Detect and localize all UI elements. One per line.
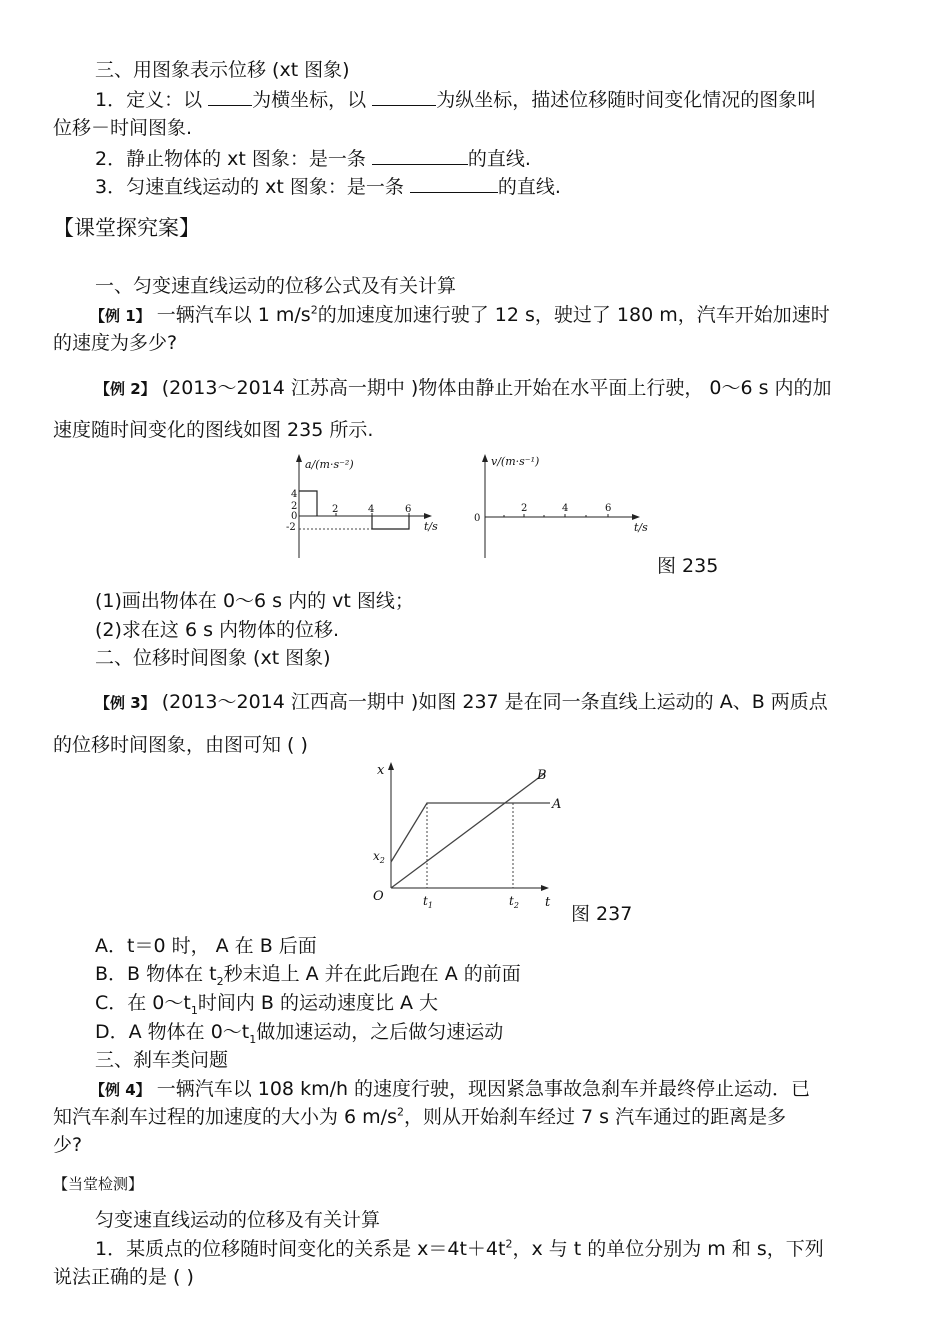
option-a: A．t＝0 时， A 在 B 后面	[95, 935, 317, 957]
v-tick-0: 0	[474, 513, 481, 524]
example-2-line1	[95, 376, 832, 401]
a-tick-2: 2	[291, 501, 298, 512]
line-b-label: B	[537, 768, 547, 783]
item-3-text-b: 的直线.	[497, 176, 561, 198]
a-x-tick-2: 2	[332, 504, 339, 515]
line-a	[391, 803, 550, 862]
item-2-line	[95, 146, 531, 171]
check-subheading: 匀变速直线运动的位移及有关计算	[95, 1209, 381, 1231]
item-3-text-a: 3．匀速直线运动的 xt 图象：是一条	[95, 176, 410, 198]
a-x-tick-4: 4	[368, 504, 375, 515]
option-b-pre: B．B 物体在 t	[95, 963, 217, 985]
class-heading: 【课堂探究案】	[53, 216, 200, 240]
example-1-sup: 2	[310, 303, 318, 317]
t2-label	[509, 894, 519, 910]
x-axis-label: x	[377, 763, 385, 778]
part1-title: 一、匀变速直线运动的位移公式及有关计算	[95, 275, 457, 297]
velocity-graph	[474, 454, 648, 558]
figure-237-caption: 图 237	[571, 903, 633, 925]
question-1-line2: 说法正确的是 ( )	[53, 1266, 194, 1288]
example-3-line2: 的位移时间图象，由图可知 ( )	[53, 734, 308, 756]
blank-field	[372, 146, 468, 165]
example-4-line3: 少?	[53, 1134, 83, 1156]
part3-title: 三、刹车类问题	[95, 1049, 229, 1071]
example-2-label: 【例 2】	[95, 380, 156, 398]
question-1-text-b: ，x 与 t 的单位分别为 m 和 s，下列	[512, 1238, 824, 1260]
acceleration-graph	[286, 454, 438, 558]
definition-text-b: 为横坐标，以	[252, 89, 373, 111]
a-tick-4: 4	[291, 489, 298, 500]
question-1-text-a: 1．某质点的位移随时间变化的关系是 x＝4t＋4t	[95, 1238, 506, 1260]
line-a-label: A	[552, 797, 562, 812]
example-1-line1	[90, 303, 830, 328]
v-x-tick-6: 6	[605, 503, 612, 514]
a-tick-0: 0	[291, 511, 298, 522]
part2-title: 二、位移时间图象 (xt 图象)	[95, 647, 331, 669]
option-c-post: 时间内 B 的运动速度比 A 大	[197, 992, 439, 1014]
option-d-pre: D．A 物体在 0～t	[95, 1021, 250, 1043]
question-1-sup: 2	[505, 1237, 513, 1251]
example-2-question-2: (2)求在这 6 s 内物体的位移.	[95, 619, 340, 641]
item-2-text-b: 的直线.	[467, 148, 531, 170]
example-1-text-a: 一辆汽车以 1 m/s	[156, 304, 311, 326]
example-4-text-a: 一辆汽车以 108 km/h 的速度行驶，现因紧急事故急刹车并最终停止运动．已	[156, 1078, 811, 1100]
x2-subscript: 2	[379, 856, 385, 865]
a-t-axis-label: t/s	[424, 520, 438, 533]
option-d-sub: 1	[249, 1032, 257, 1046]
section-title-xt: 三、用图象表示位移 (xt 图象)	[95, 59, 350, 81]
example-1-text-b: 的加速度加速行驶了 12 s，驶过了 180 m，汽车开始加速时	[317, 304, 830, 326]
example-1-line2: 的速度为多少?	[53, 332, 178, 354]
example-1-label: 【例 1】	[90, 307, 151, 325]
x2-main: x	[373, 849, 380, 863]
item-2-text-a: 2．静止物体的 xt 图象：是一条	[95, 148, 372, 170]
definition-text-c: 为纵坐标，描述位移随时间变化情况的图象叫	[436, 89, 817, 111]
line-b	[391, 773, 545, 888]
v-t-axis-label: t/s	[634, 521, 648, 534]
example-3-text-a: (2013～2014 江西高一期中 )如图 237 是在同一条直线上运动的 A、B 两质点	[161, 691, 828, 713]
example-2-line2: 速度随时间变化的图线如图 235 所示.	[53, 419, 374, 441]
a-tick-neg2: -2	[286, 522, 296, 533]
a-axis-label: a/(m·s⁻²)	[305, 458, 354, 471]
option-b-sub: 2	[216, 974, 224, 988]
example-4-label: 【例 4】	[90, 1081, 151, 1099]
figure-235	[278, 450, 658, 562]
origin-label: O	[373, 889, 384, 904]
definition-continuation: 位移－时间图象.	[53, 117, 193, 139]
v-axis-label: v/(m·s⁻¹)	[491, 455, 540, 468]
t1-subscript: 1	[427, 901, 433, 910]
blank-field	[410, 174, 498, 193]
t2-main: t	[509, 894, 514, 908]
option-c	[95, 991, 438, 1015]
v-x-tick-2: 2	[521, 503, 528, 514]
definition-text-a: 1．定义：以	[95, 89, 209, 111]
option-c-sub: 1	[190, 1003, 198, 1017]
v-x-tick-4: 4	[562, 503, 569, 514]
question-1-line1	[95, 1237, 824, 1261]
t-axis-label: t	[545, 895, 551, 910]
example-3-line1	[95, 690, 828, 715]
a-x-tick-6: 6	[405, 504, 412, 515]
t2-subscript: 2	[513, 901, 519, 910]
blank-field	[372, 87, 436, 106]
option-d	[95, 1020, 503, 1044]
figure-237	[365, 760, 575, 910]
t1-main: t	[423, 894, 428, 908]
check-heading: 【当堂检测】	[53, 1175, 144, 1193]
example-4-sup: 2	[396, 1105, 404, 1119]
figure-235-caption: 图 235	[657, 555, 719, 577]
t1-label	[423, 894, 433, 910]
x2-label	[373, 849, 385, 865]
example-2-text-a: (2013～2014 江苏高一期中 )物体由静止开始在水平面上行驶， 0～6 s 内的加	[161, 377, 832, 399]
option-b	[95, 962, 521, 986]
item-3-line	[95, 174, 561, 199]
example-3-label: 【例 3】	[95, 694, 156, 712]
example-2-question-1: (1)画出物体在 0～6 s 内的 vt 图线；	[95, 590, 414, 612]
example-4-line2	[53, 1105, 786, 1129]
example-4-text-b-pre: 知汽车刹车过程的加速度的大小为 6 m/s	[53, 1106, 397, 1128]
example-4-line1	[90, 1077, 810, 1102]
option-b-post: 秒末追上 A 并在此后跑在 A 的前面	[223, 963, 521, 985]
blank-field	[208, 87, 252, 106]
definition-line	[95, 87, 816, 112]
example-4-text-b-post: ，则从开始刹车经过 7 s 汽车通过的距离是多	[403, 1106, 787, 1128]
option-c-pre: C．在 0～t	[95, 992, 191, 1014]
option-d-post: 做加速运动，之后做匀速运动	[256, 1021, 504, 1043]
